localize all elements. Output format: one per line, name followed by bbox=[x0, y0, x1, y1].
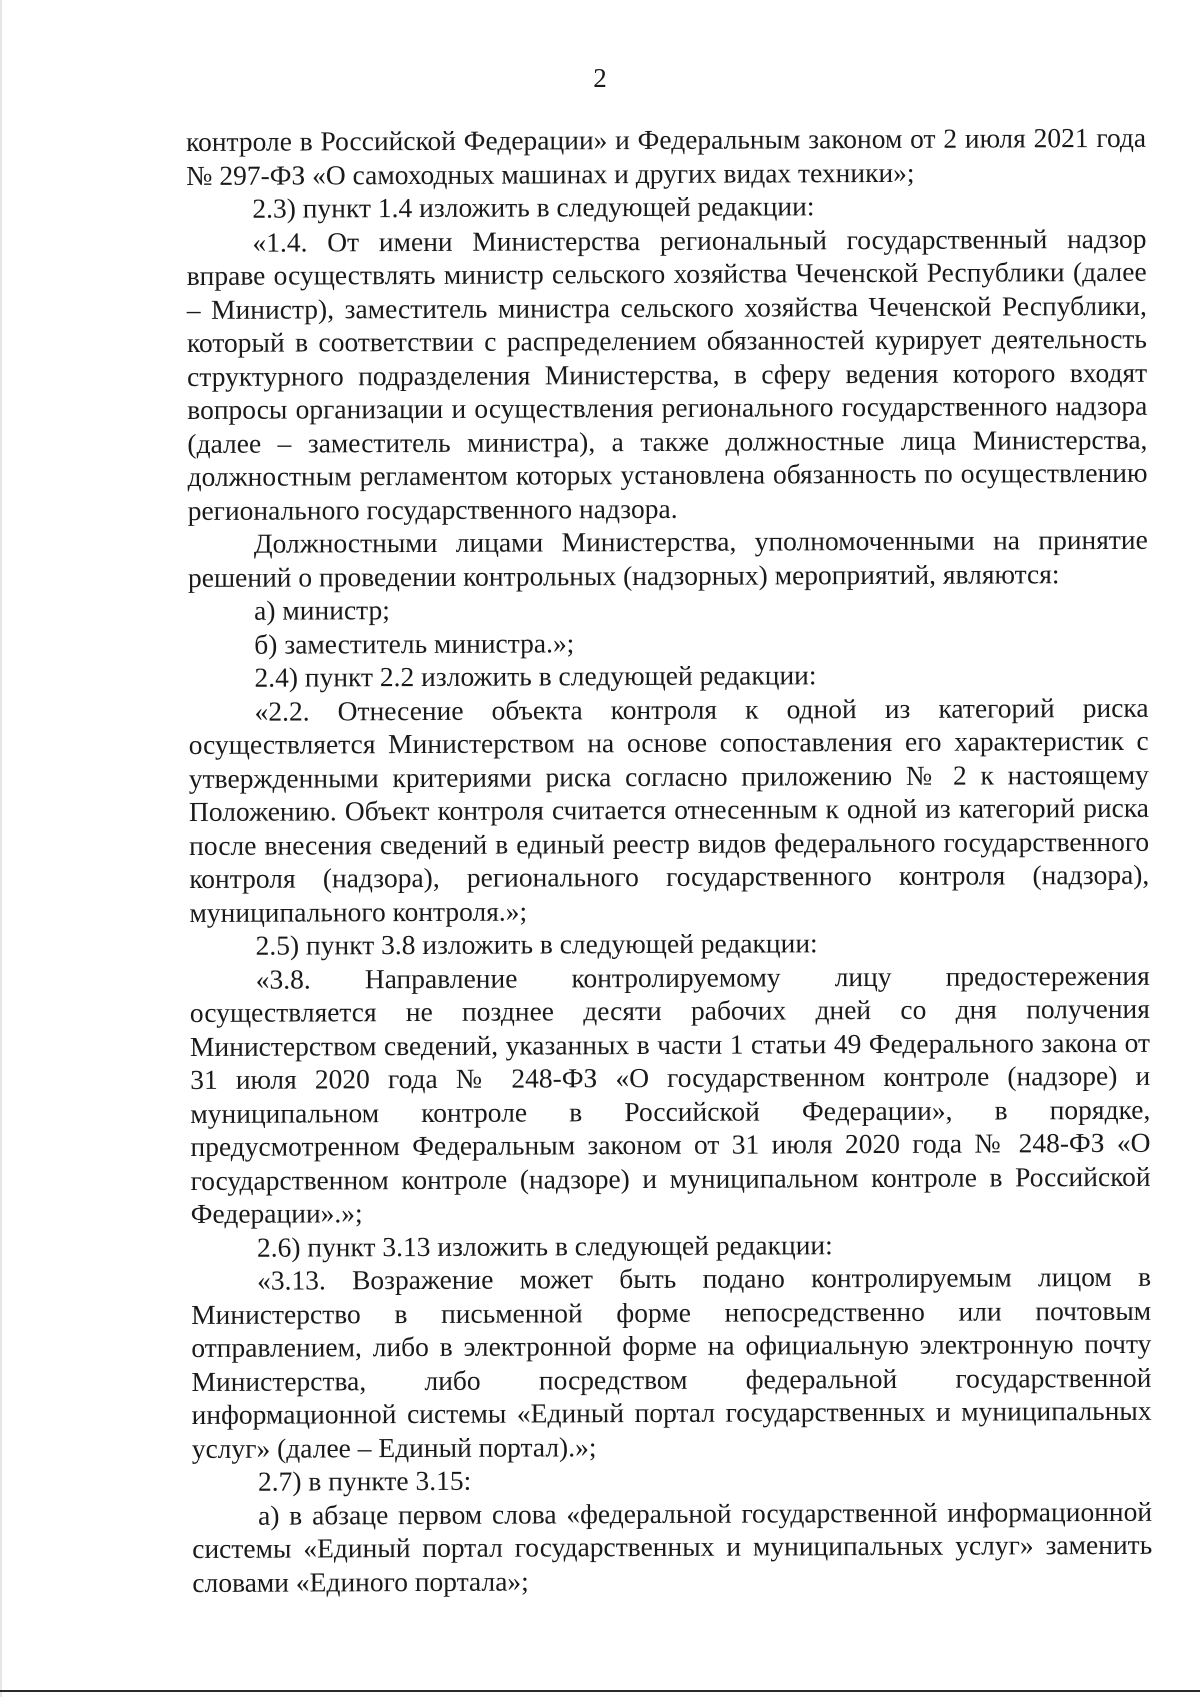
list-item-minister: а) министр; bbox=[254, 594, 390, 626]
paragraph-clause-3-13: «3.13. Возражение может быть подано контролируемым лицом в Министерство в письменной форме непосредственно или почтовым отправлением, либо в электронной форме на официальную электронную почту Министерства, либо посредством федеральной государственной информационной системы «Единый портал государственных и муниципальных услуг» (далее – Единый портал).»; bbox=[191, 1260, 1152, 1464]
paragraph-officials: Должностными лицами Министерства, уполномоченными на принятие решений о проведении контрольных (надзорных) мероприятий, являются: bbox=[187, 523, 1148, 593]
page-number: 2 bbox=[593, 63, 607, 93]
paragraph-item-2-7: 2.7) в пункте 3.15: bbox=[257, 1464, 472, 1497]
paragraph-continuation: контроле в Российской Федерации» и Федеральным законом от 2 июля 2021 года № 297-ФЗ «О самоходных машинах и других видах техники»; bbox=[186, 121, 1147, 191]
paragraph-clause-1-4: «1.4. От имени Министерства региональный государственный надзор вправе осуществлять министр сельского хозяйства Чеченской Республики (далее – Министр), заместитель министра сельского хозяйства Чеченской Республики, который в соответствии с распределением обязанностей курирует деятельность структурного подразделения Министерства, в сферу ведения которого входят вопросы организации и осуществления регионального государственного надзора (далее – заместитель министра), а также должностные лица Министерства, должностным регламентом которых установлена обязанность по осуществлению регионального государственного надзора. bbox=[186, 222, 1148, 526]
paragraph-item-2-4: 2.4) пункт 2.2 изложить в следующей редакции: bbox=[254, 659, 817, 693]
paragraph-item-2-3: 2.3) пункт 1.4 изложить в следующей редакции: bbox=[252, 190, 815, 224]
paragraph-clause-3-15-a: а) в абзаце первом слова «федеральной государственной информационной системы «Единый портал государственных и муниципальных услуг» заменить словами «Единого портала»; bbox=[192, 1495, 1153, 1598]
document-body bbox=[186, 121, 1152, 1599]
list-item-deputy-minister: б) заместитель министра.»; bbox=[254, 626, 575, 660]
paragraph-item-2-6: 2.6) пункт 3.13 изложить в следующей редакции: bbox=[256, 1228, 833, 1263]
paragraph-item-2-5: 2.5) пункт 3.8 изложить в следующей редакции: bbox=[255, 927, 818, 961]
scan-edge bbox=[0, 0, 2, 1697]
page-bottom-edge bbox=[0, 1690, 1200, 1692]
paragraph-clause-3-8: «3.8. Направление контролируемому лицу предостережения осуществляется не позднее десяти рабочих дней со дня получения Министерством сведений, указанных в части 1 статьи 49 Федерального закона от 31 июля 2020 года № 248-ФЗ «О государственном контроле (надзоре) и муниципальном контроле в Российской Федерации», в порядке, предусмотренном Федеральным законом от 31 июля 2020 года № 248-ФЗ «О государственном контроле (надзоре) и муниципальном контроле в Российской Федерации».»; bbox=[189, 959, 1151, 1229]
paragraph-clause-2-2: «2.2. Отнесение объекта контроля к одной из категорий риска осуществляется Министерством на основе сопоставления его характеристик с утвержденными критериями риска согласно приложению № 2 к настоящему Положению. Объект контроля считается отнесенным к одной из категорий риска после внесения сведений в единый реестр видов федерального государственного контроля (надзора), регионального государственного контроля (надзора), муниципального контроля.»; bbox=[188, 691, 1150, 928]
